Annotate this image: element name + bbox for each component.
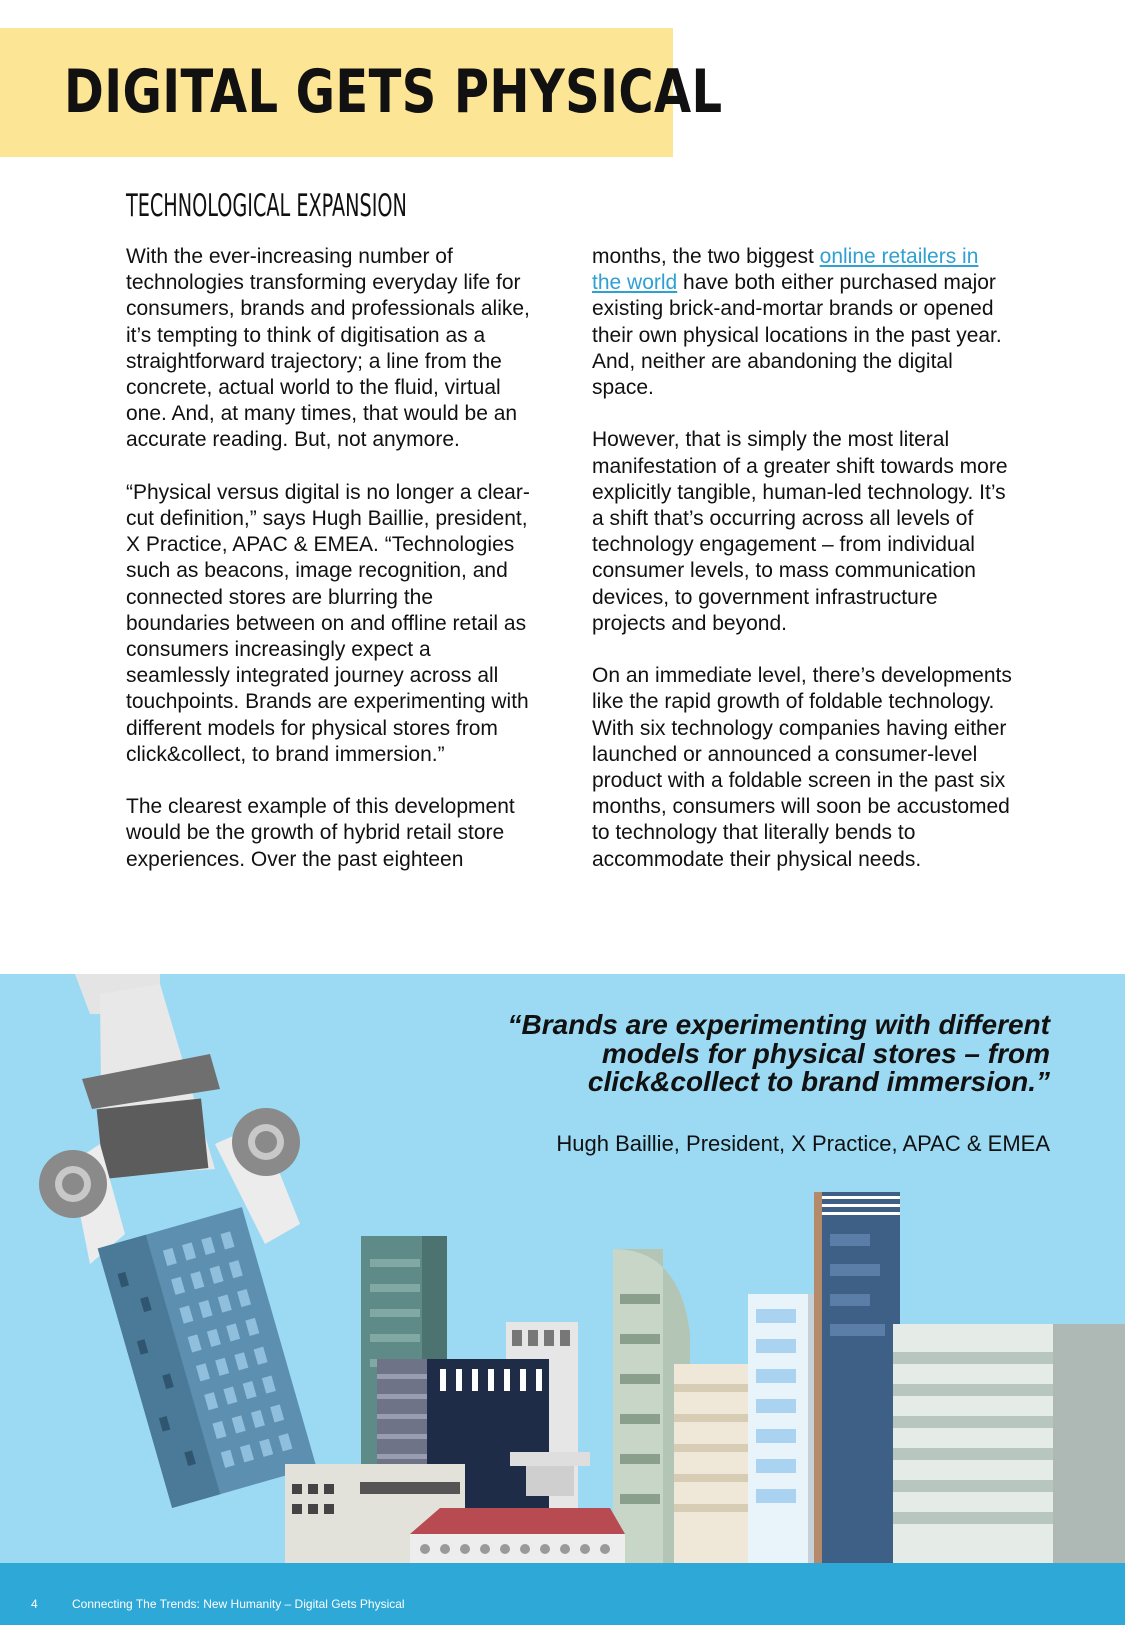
article-paragraph: “Physical versus digital is no longer a clear-cut definition,” says Hugh Baillie, president, X Practice, APAC & EMEA. “Technologies such as beacons, image recognition, and connected stores are blurring the boundaries between on and offline retail as consumers increasingly expect a seamlessly integrated journey across all touchpoints. Brands are experimenting with different models for physical stores from click&collect, to brand immersion.” bbox=[126, 480, 530, 766]
footer-band bbox=[0, 1563, 1125, 1625]
article-column-right bbox=[592, 244, 1012, 899]
section-subtitle: TECHNOLOGICAL EXPANSION bbox=[126, 188, 407, 224]
tilted-building-icon bbox=[98, 1207, 317, 1508]
robot-claw-icon bbox=[39, 974, 300, 1264]
city-skyline-icon bbox=[285, 1192, 1125, 1563]
article-column-left bbox=[126, 244, 538, 899]
article-paragraph: However, that is simply the most literal manifestation of a greater shift towards more explicitly tangible, human-led technology. It’s a shift that’s occurring across all levels of technology engagement – from individual consumer levels, to mass communication devices, to government infrastructure projects and beyond. bbox=[592, 428, 1008, 635]
page-title: DIGITAL GETS PHYSICAL bbox=[64, 57, 723, 127]
article-paragraph bbox=[592, 244, 1012, 401]
article-paragraph: With the ever-increasing number of technologies transforming everyday life for consumers, brands and professionals alike, it’s tempting to think of digitisation as a straightforward trajectory; a line from the concrete, actual world to the fluid, virtual one. And, at many times, that would be an accurate reading. But, not anymore. bbox=[126, 245, 530, 452]
article-paragraph: The clearest example of this development would be the growth of hybrid retail store experiences. Over the past eighteen bbox=[126, 795, 515, 871]
paragraph-text: have both either purchased major existing brick-and-mortar brands or opened their own physical locations in the past year. And, neither are abandoning the digital space. bbox=[592, 271, 1002, 400]
quote-attribution: Hugh Baillie, President, X Practice, APAC & EMEA bbox=[556, 1131, 1050, 1156]
paragraph-text: months, the two biggest bbox=[592, 245, 820, 268]
page-number: 4 bbox=[31, 1597, 38, 1611]
online-retailers-link[interactable]: online retailers in the world bbox=[592, 245, 979, 295]
pull-quote: “Brands are experimenting with different models for physical stores – from click&collect to brand immersion.” bbox=[507, 1009, 1050, 1097]
article-paragraph: On an immediate level, there’s developments like the rapid growth of foldable technology. With six technology companies having either launched or announced a consumer-level product with a foldable screen in the past six months, consumers will soon be accustomed to technology that literally bends to accommodate their physical needs. bbox=[592, 664, 1012, 871]
footer-title: Connecting The Trends: New Humanity – Digital Gets Physical bbox=[72, 1597, 405, 1611]
